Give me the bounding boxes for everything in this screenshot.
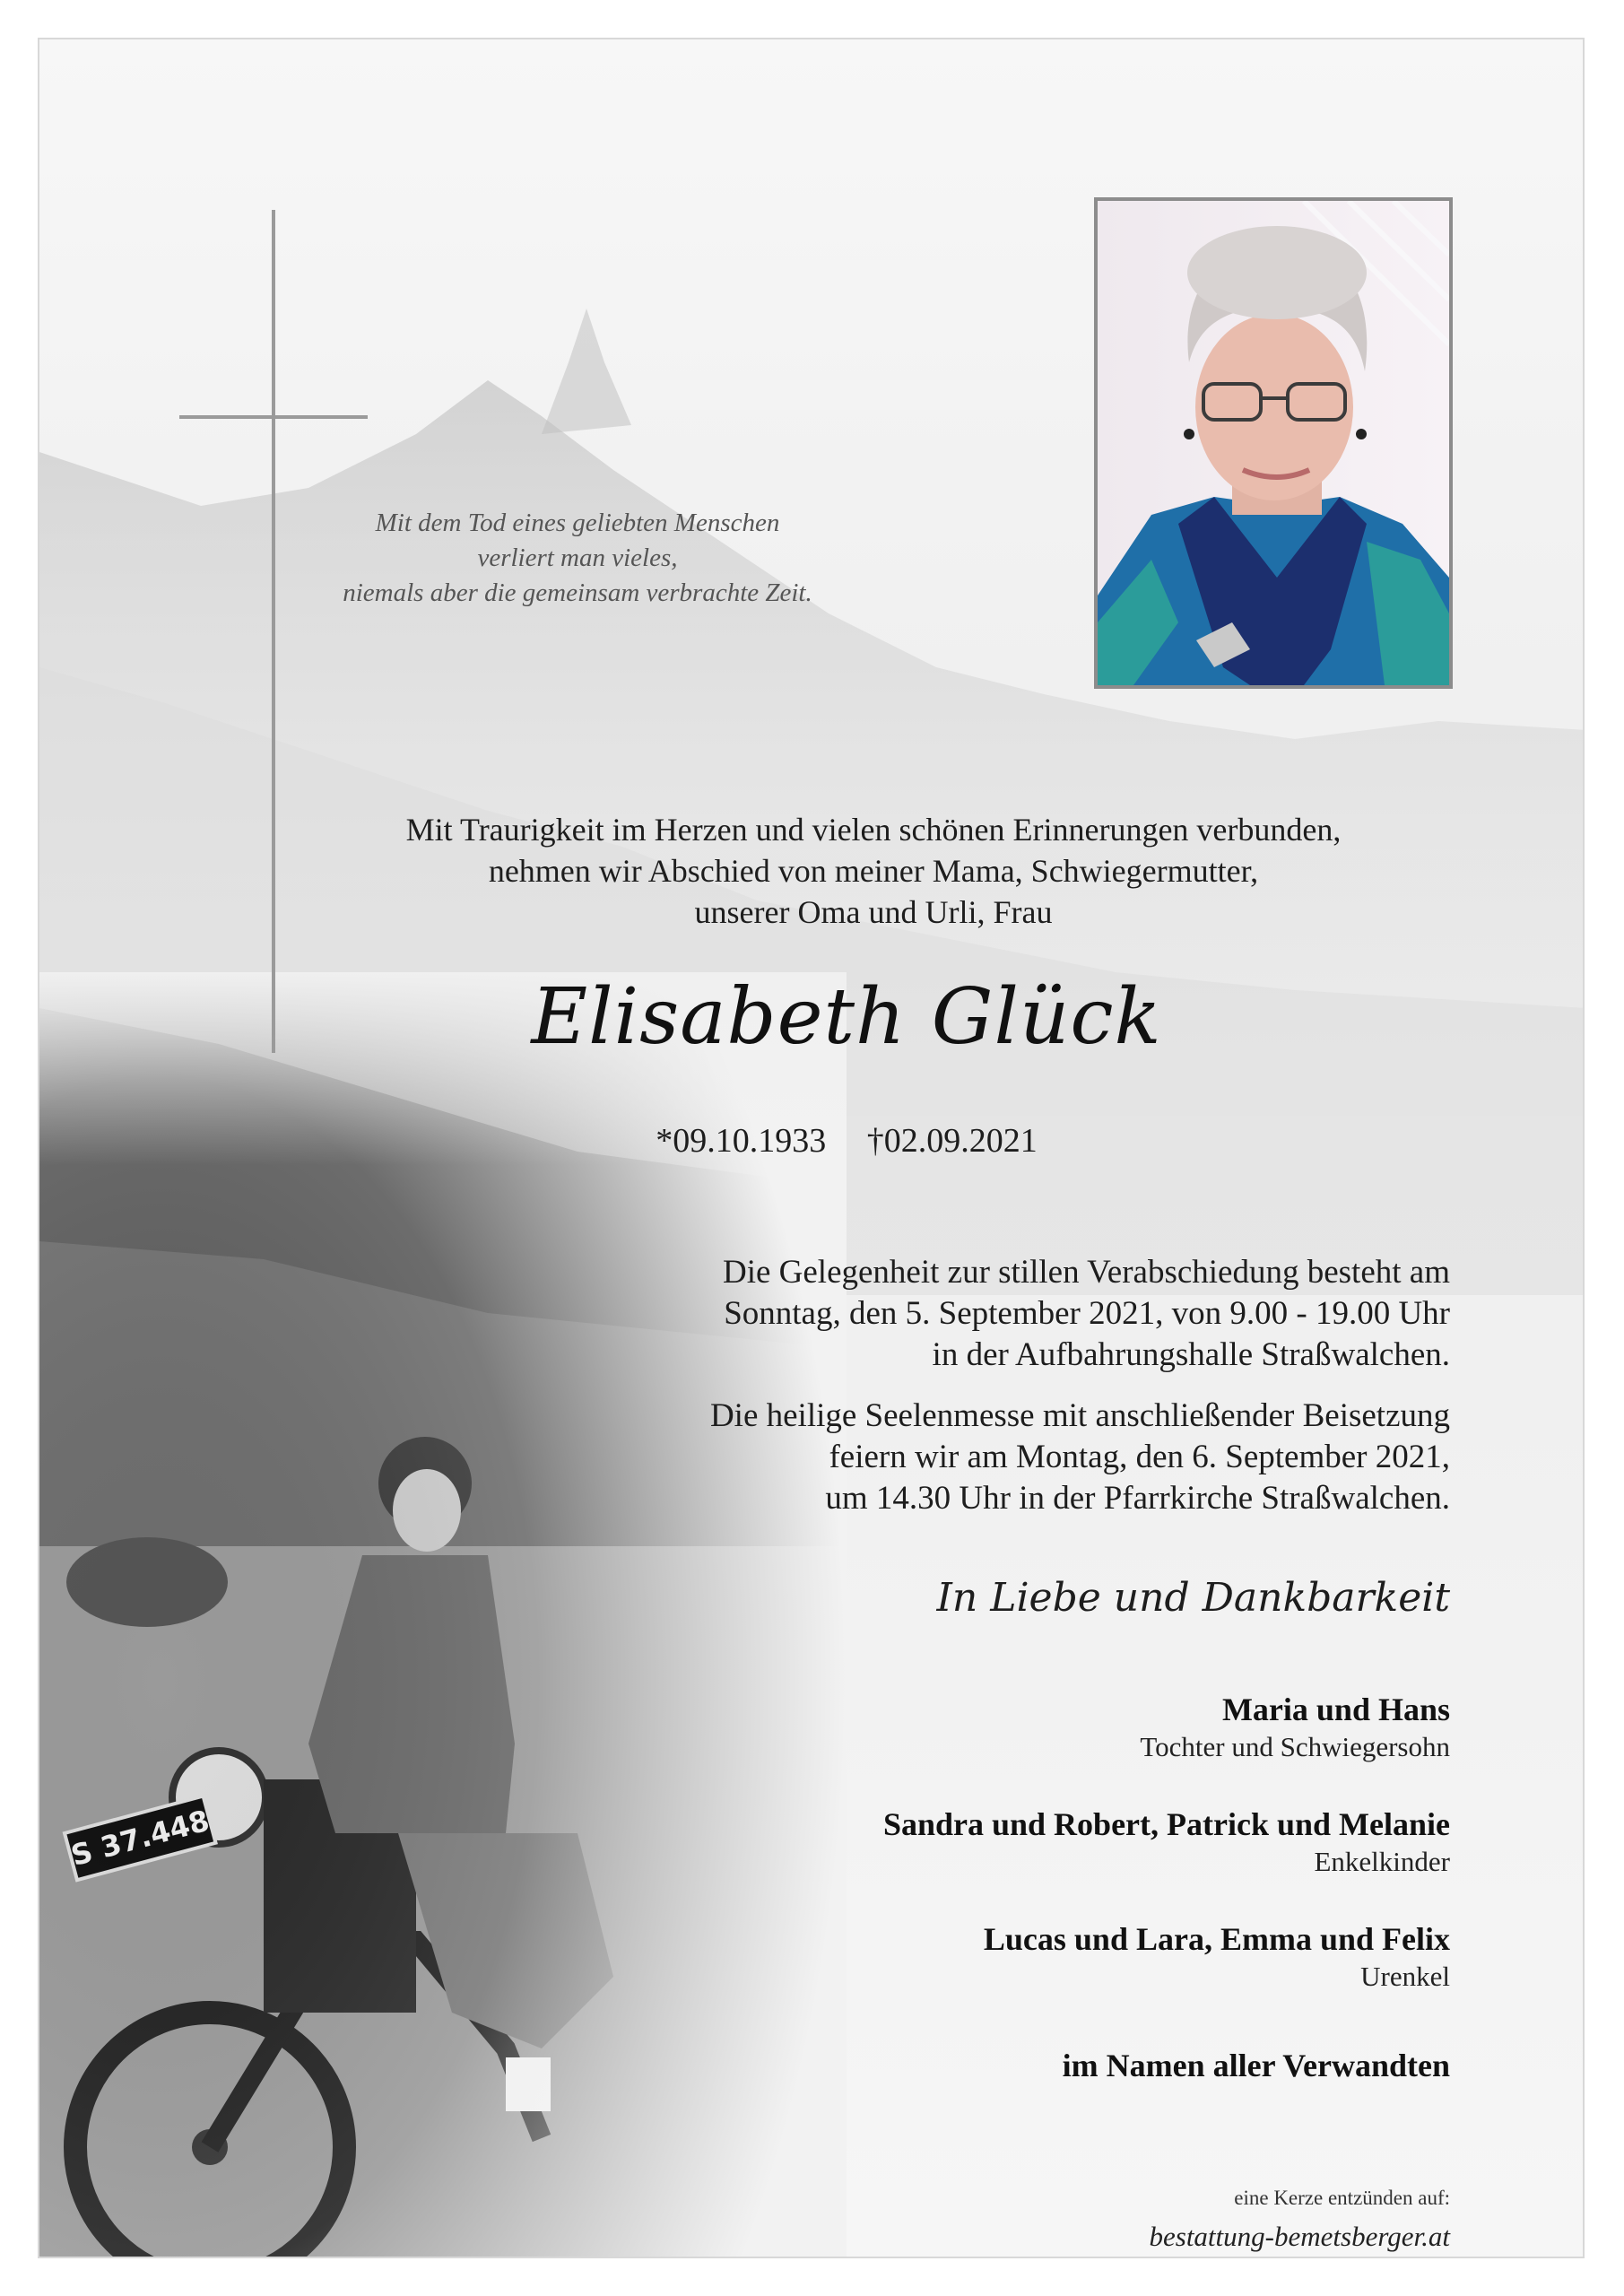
viewing-line: Die Gelegenheit zur stillen Verabschiedung besteht am bbox=[722, 1254, 1450, 1291]
obituary-card bbox=[38, 38, 1585, 2258]
closing-line: im Namen aller Verwandten bbox=[1062, 2048, 1450, 2083]
family-relation: Urenkel bbox=[1360, 1961, 1450, 1992]
family-group bbox=[553, 1919, 1450, 1995]
mass-line: Die heilige Seelenmesse mit anschließender Beisetzung bbox=[709, 1397, 1450, 1434]
viewing-line: Sonntag, den 5. September 2021, von 9.00 - 19.00 Uhr bbox=[724, 1295, 1450, 1332]
family-relation: Enkelkinder bbox=[1314, 1846, 1450, 1877]
cross-vertical-bar bbox=[272, 210, 275, 1053]
cross-horizontal-bar bbox=[179, 415, 368, 419]
family-names: Maria und Hans bbox=[1221, 1692, 1450, 1727]
family-group bbox=[553, 1690, 1450, 1765]
birth-date: *09.10.1933 bbox=[656, 1122, 827, 1160]
quote-line: Mit dem Tod eines geliebten Menschen bbox=[375, 509, 780, 537]
memorial-quote bbox=[308, 506, 847, 611]
intro-line: unserer Oma und Urli, Frau bbox=[694, 894, 1053, 930]
viewing-line: in der Aufbahrungshalle Straßwalchen. bbox=[932, 1336, 1450, 1373]
portrait-photo bbox=[1094, 197, 1453, 689]
mass-line: feiern wir am Montag, den 6. September 2021, bbox=[829, 1439, 1450, 1475]
quote-line: niemals aber die gemeinsam verbrachte Zeit. bbox=[343, 578, 812, 607]
family-group bbox=[553, 1805, 1450, 1880]
viewing-info bbox=[464, 1252, 1450, 1376]
intro-line: nehmen wir Abschied von meiner Mama, Schwiegermutter, bbox=[488, 853, 1259, 889]
family-names: Sandra und Robert, Patrick und Melanie bbox=[882, 1806, 1450, 1842]
deceased-name: Elisabeth Glück bbox=[531, 972, 1162, 1062]
life-dates bbox=[506, 1121, 1187, 1161]
family-relation: Tochter und Schwiegersohn bbox=[1140, 1731, 1450, 1762]
intro-line: Mit Traurigkeit im Herzen und vielen schönen Erinnerungen verbunden, bbox=[405, 812, 1342, 848]
mass-info bbox=[464, 1396, 1450, 1519]
website-link[interactable]: bestattung-bemetsberger.at bbox=[1149, 2221, 1450, 2252]
death-date: †02.09.2021 bbox=[866, 1122, 1038, 1160]
family-names: Lucas und Lara, Emma und Felix bbox=[983, 1921, 1450, 1957]
candle-text: eine Kerze entzünden auf: bbox=[1234, 2187, 1450, 2209]
intro-text bbox=[380, 809, 1367, 933]
mass-line: um 14.30 Uhr in der Pfarrkirche Straßwalchen. bbox=[825, 1480, 1450, 1517]
thanks-line: In Liebe und Dankbarkeit bbox=[936, 1575, 1450, 1621]
quote-line: verliert man vieles, bbox=[477, 544, 678, 572]
